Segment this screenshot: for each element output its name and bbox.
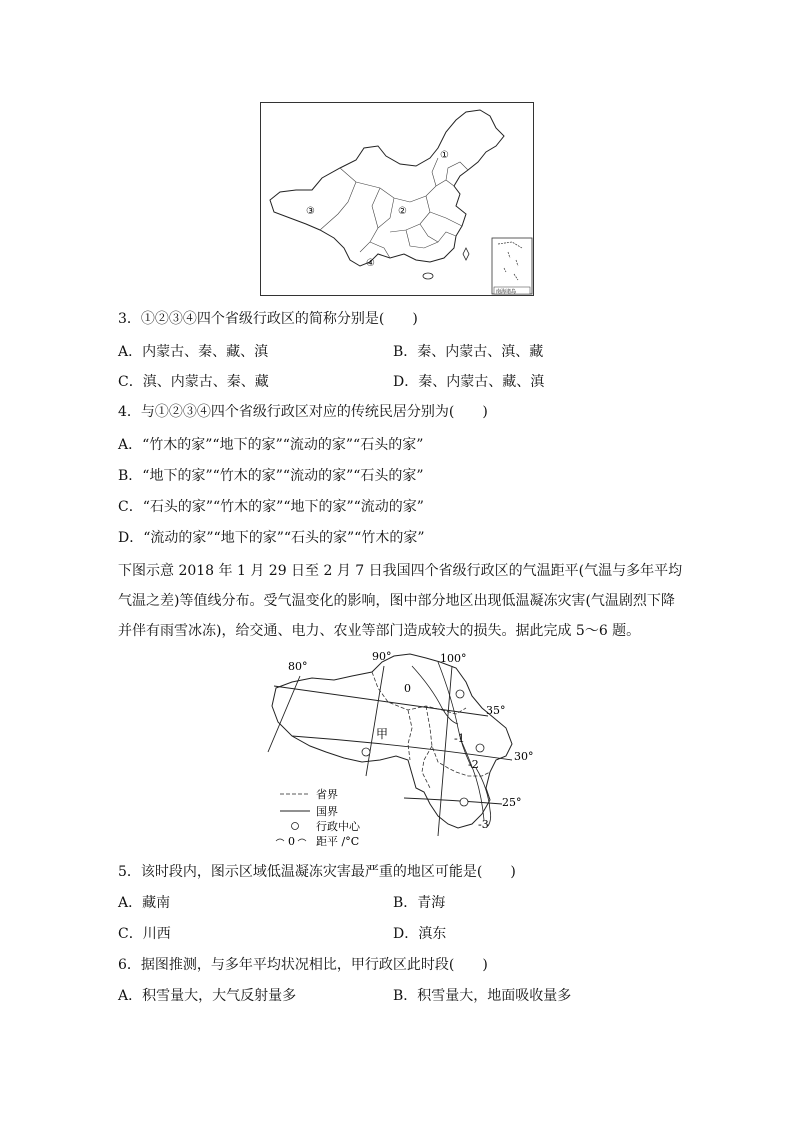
q4-option-a[interactable]: A．“竹木的家”“地下的家”“流动的家”“石头的家” bbox=[118, 437, 424, 453]
q5-option-a[interactable]: A．藏南 bbox=[118, 895, 171, 911]
q5-option-b[interactable]: B．青海 bbox=[393, 895, 446, 911]
map2-iso-minus1: -1 bbox=[454, 732, 465, 745]
legend-anomaly: 距平 /°C bbox=[316, 835, 360, 848]
map1-label-1: ① bbox=[440, 150, 449, 161]
map2-iso-0: 0 bbox=[404, 682, 411, 695]
q5-stem: 5．该时段内，图示区域低温凝冻灾害最严重的地区可能是( ) bbox=[118, 864, 516, 880]
legend-province: 省界 bbox=[316, 788, 338, 801]
map2-lat-25: 25° bbox=[502, 796, 522, 809]
legend-anomaly-zero: 0 bbox=[288, 835, 295, 848]
map2-lat-30: 30° bbox=[514, 750, 534, 763]
q3-option-b[interactable]: B．秦、内蒙古、滇、藏 bbox=[393, 344, 544, 360]
temperature-anomaly-map bbox=[262, 648, 552, 848]
map2-iso-minus2: -2 bbox=[468, 758, 479, 771]
china-map bbox=[260, 102, 534, 298]
q6-option-b[interactable]: B．积雪量大，地面吸收量多 bbox=[393, 988, 572, 1004]
map1-inset-label: 南海诸岛 bbox=[496, 289, 517, 295]
q6-option-a[interactable]: A．积雪量大，大气反射量多 bbox=[118, 988, 297, 1004]
map2-lat-35: 35° bbox=[486, 704, 506, 717]
map2-lon-100: 100° bbox=[440, 652, 467, 665]
q4-stem: 4．与①②③④四个省级行政区对应的传统民居分别为( ) bbox=[118, 404, 488, 420]
map1-label-2: ② bbox=[398, 206, 407, 217]
map2-lon-80: 80° bbox=[288, 660, 308, 673]
legend-capital: 行政中心 bbox=[316, 820, 360, 833]
q3-option-c[interactable]: C．滇、内蒙古、秦、藏 bbox=[118, 374, 269, 390]
q3-option-a[interactable]: A．内蒙古、秦、藏、滇 bbox=[118, 344, 269, 360]
q3-stem: 3．①②③④四个省级行政区的简称分别是( ) bbox=[118, 311, 418, 327]
map2-iso-minus3: -3 bbox=[478, 818, 489, 831]
q5-option-c[interactable]: C．川西 bbox=[118, 926, 171, 942]
map1-label-4: ④ bbox=[366, 258, 375, 269]
q5-option-d[interactable]: D．滇东 bbox=[393, 926, 447, 942]
map1-label-3: ③ bbox=[306, 206, 315, 217]
intro-paragraph: 下图示意 2018 年 1 月 29 日至 2 月 7 日我国四个省级行政区的气温距平(气温与多年平均气温之差)等值线分布。受气温变化的影响，图中部分地区出现低温凝冻灾害(气温剧烈下降并伴有雨雪冰冻)，给交通、电力、农业等部门造成较大的损失。据此完成 5～6 题。 bbox=[118, 563, 683, 639]
legend-country: 国界 bbox=[316, 805, 338, 818]
q6-stem: 6．据图推测，与多年平均状况相比，甲行政区此时段( ) bbox=[118, 957, 488, 973]
q3-option-d[interactable]: D．秦、内蒙古、藏、滇 bbox=[393, 374, 545, 390]
q4-option-b[interactable]: B．“地下的家”“竹木的家”“流动的家”“石头的家” bbox=[118, 468, 424, 484]
map2-lon-90: 90° bbox=[372, 650, 392, 663]
q4-option-c[interactable]: C．“石头的家”“竹木的家”“地下的家”“流动的家” bbox=[118, 499, 424, 515]
map2-region-jia: 甲 bbox=[376, 727, 389, 741]
q4-option-d[interactable]: D．“流动的家”“地下的家”“石头的家”“竹木的家” bbox=[118, 530, 425, 546]
